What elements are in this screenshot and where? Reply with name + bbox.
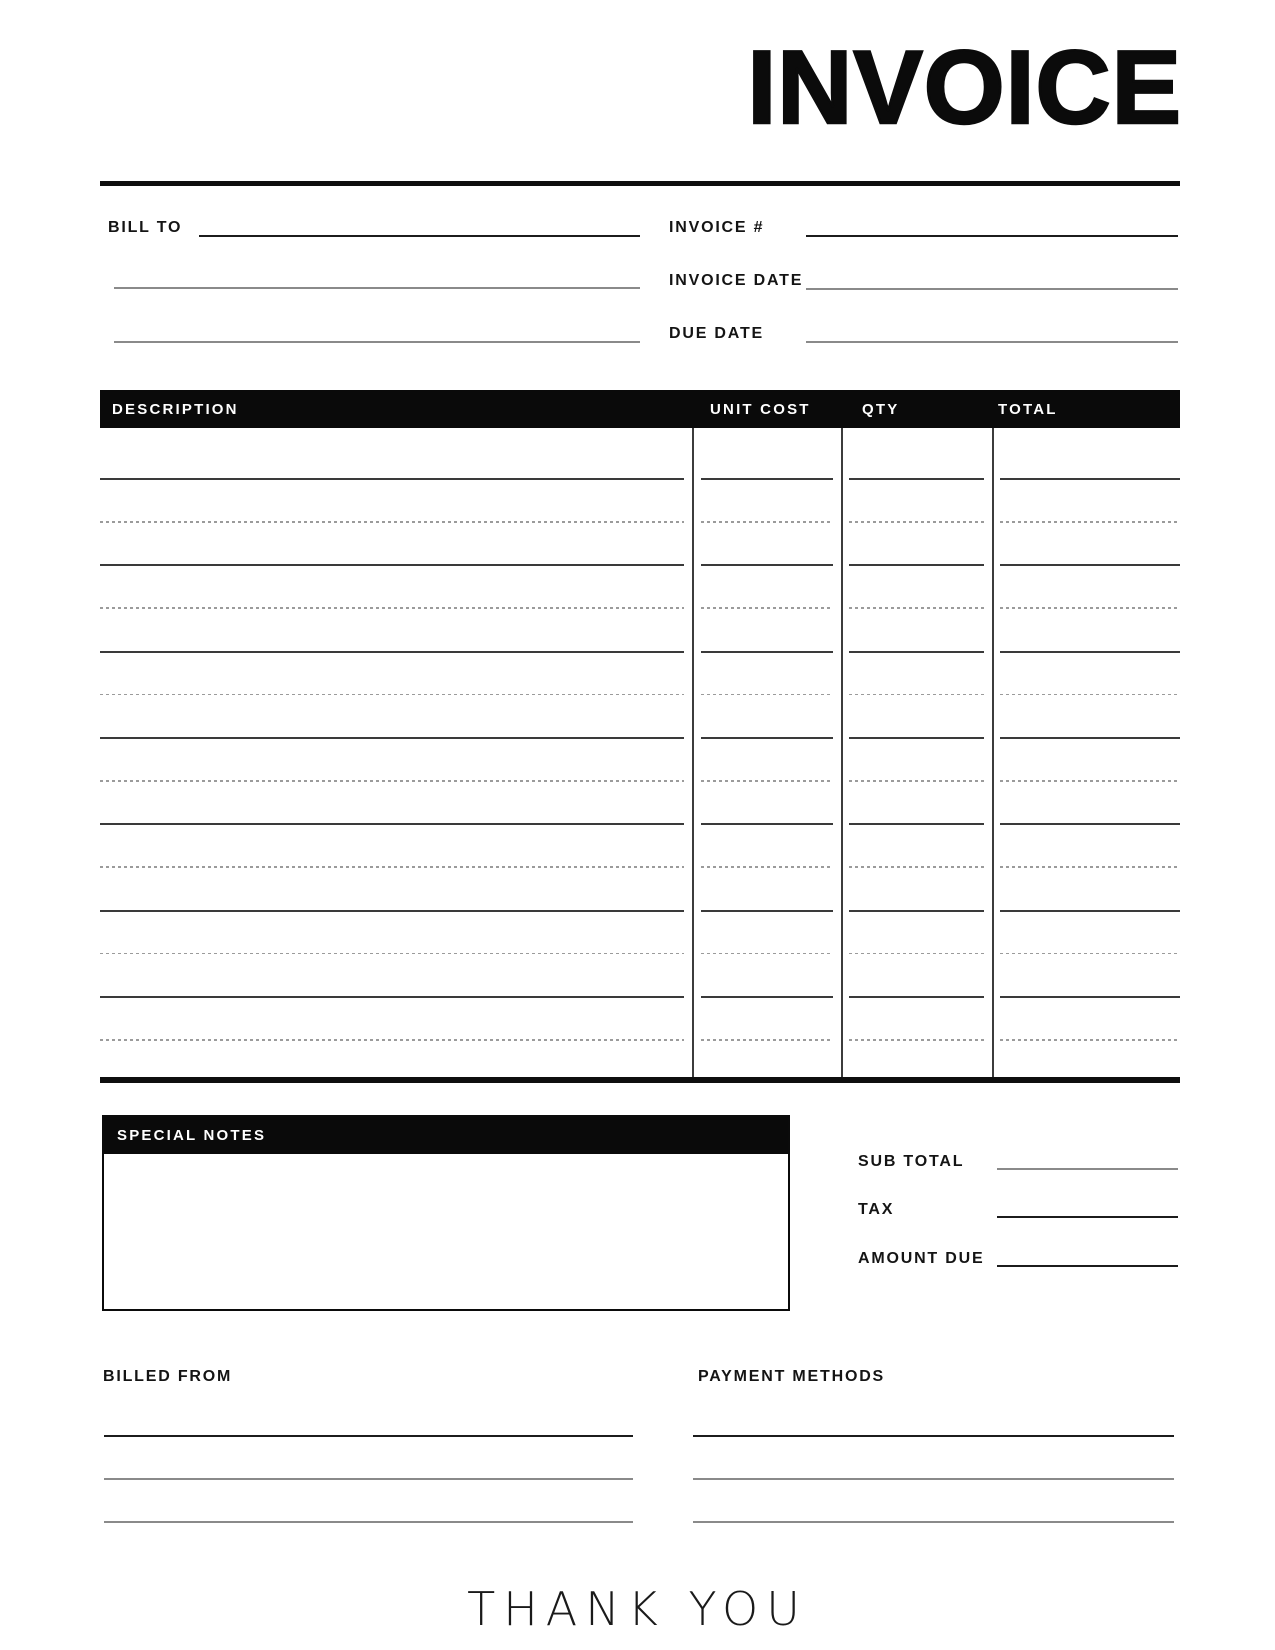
item-cell-line[interactable] [1000, 478, 1180, 480]
item-cell-line[interactable] [701, 521, 833, 523]
item-cell-line[interactable] [100, 866, 684, 868]
table-bottom-rule [100, 1077, 1180, 1083]
item-cell-line[interactable] [100, 1039, 684, 1041]
payment-methods-label: PAYMENT METHODS [698, 1368, 886, 1385]
item-cell-line[interactable] [849, 823, 984, 825]
amount-due-label: AMOUNT DUE [858, 1250, 985, 1267]
item-cell-line[interactable] [849, 1039, 984, 1041]
item-cell-line[interactable] [701, 651, 833, 653]
item-cell-line[interactable] [701, 1039, 833, 1041]
item-cell-line[interactable] [1000, 953, 1180, 955]
item-cell-line[interactable] [100, 996, 684, 998]
invoice-date-label: INVOICE DATE [669, 272, 804, 289]
item-cell-line[interactable] [849, 953, 984, 955]
item-cell-line[interactable] [1000, 823, 1180, 825]
item-cell-line[interactable] [100, 478, 684, 480]
column-header-qty: QTY [862, 401, 900, 418]
special-notes-area[interactable] [104, 1154, 788, 1309]
item-cell-line[interactable] [849, 780, 984, 782]
item-cell-line[interactable] [849, 996, 984, 998]
due-date-label: DUE DATE [669, 325, 764, 342]
item-cell-line[interactable] [849, 478, 984, 480]
item-row-line[interactable] [100, 823, 1180, 825]
tax-label: TAX [858, 1201, 895, 1218]
column-header-total: TOTAL [998, 401, 1058, 418]
billed-from-label: BILLED FROM [103, 1368, 233, 1385]
item-row-line[interactable] [100, 651, 1180, 653]
due-date-line[interactable] [806, 341, 1178, 343]
item-row-line[interactable] [100, 478, 1180, 480]
item-cell-line[interactable] [100, 823, 684, 825]
payment-methods-line-1[interactable] [693, 1435, 1174, 1437]
item-cell-line[interactable] [849, 737, 984, 739]
bill-to-label: BILL TO [108, 219, 183, 236]
item-row-line[interactable] [100, 910, 1180, 912]
item-row-line[interactable] [100, 1039, 1180, 1041]
item-cell-line[interactable] [1000, 1039, 1180, 1041]
item-cell-line[interactable] [701, 564, 833, 566]
tax-line[interactable] [997, 1216, 1178, 1218]
column-header-unit-cost: UNIT COST [710, 401, 811, 418]
item-row-line[interactable] [100, 996, 1180, 998]
item-row-line[interactable] [100, 737, 1180, 739]
column-divider [841, 428, 843, 1077]
item-cell-line[interactable] [1000, 866, 1180, 868]
item-row-line[interactable] [100, 866, 1180, 868]
bill-to-line-3[interactable] [114, 341, 640, 343]
column-divider [992, 428, 994, 1077]
item-cell-line[interactable] [701, 607, 833, 609]
item-cell-line[interactable] [100, 651, 684, 653]
sub-total-line[interactable] [997, 1168, 1178, 1170]
bill-to-line-1[interactable] [199, 235, 640, 237]
item-cell-line[interactable] [701, 910, 833, 912]
item-cell-line[interactable] [1000, 780, 1180, 782]
items-table-header [100, 390, 1180, 428]
item-cell-line[interactable] [1000, 694, 1180, 696]
item-cell-line[interactable] [849, 607, 984, 609]
item-cell-line[interactable] [100, 607, 684, 609]
item-row-line[interactable] [100, 564, 1180, 566]
item-cell-line[interactable] [849, 651, 984, 653]
bill-to-line-2[interactable] [114, 287, 640, 289]
item-row-line[interactable] [100, 694, 1180, 696]
item-cell-line[interactable] [1000, 607, 1180, 609]
invoice-number-label: INVOICE # [669, 219, 765, 236]
item-cell-line[interactable] [100, 564, 684, 566]
item-cell-line[interactable] [849, 521, 984, 523]
item-cell-line[interactable] [1000, 651, 1180, 653]
item-row-line[interactable] [100, 953, 1180, 955]
sub-total-label: SUB TOTAL [858, 1153, 965, 1170]
invoice-number-line[interactable] [806, 235, 1178, 237]
item-cell-line[interactable] [701, 996, 833, 998]
item-cell-line[interactable] [849, 866, 984, 868]
item-cell-line[interactable] [701, 866, 833, 868]
item-cell-line[interactable] [849, 910, 984, 912]
item-cell-line[interactable] [1000, 996, 1180, 998]
page-title: INVOICE [747, 30, 1182, 146]
item-cell-line[interactable] [701, 823, 833, 825]
item-cell-line[interactable] [1000, 737, 1180, 739]
item-cell-line[interactable] [100, 521, 684, 523]
item-cell-line[interactable] [701, 478, 833, 480]
item-cell-line[interactable] [1000, 521, 1180, 523]
item-row-line[interactable] [100, 607, 1180, 609]
special-notes-box [102, 1115, 790, 1311]
item-cell-line[interactable] [1000, 564, 1180, 566]
item-cell-line[interactable] [701, 737, 833, 739]
item-cell-line[interactable] [849, 694, 984, 696]
amount-due-line[interactable] [997, 1265, 1178, 1267]
item-cell-line[interactable] [1000, 910, 1180, 912]
item-cell-line[interactable] [701, 694, 833, 696]
item-cell-line[interactable] [100, 910, 684, 912]
column-header-description: DESCRIPTION [112, 401, 239, 418]
item-cell-line[interactable] [701, 780, 833, 782]
item-cell-line[interactable] [100, 953, 684, 955]
item-cell-line[interactable] [100, 737, 684, 739]
item-cell-line[interactable] [849, 564, 984, 566]
header-rule [100, 181, 1180, 186]
invoice-date-line[interactable] [806, 288, 1178, 290]
item-cell-line[interactable] [100, 780, 684, 782]
column-divider [692, 428, 694, 1077]
thank-you-message: THANK YOU [467, 1582, 808, 1636]
item-row-line[interactable] [100, 521, 1180, 523]
item-cell-line[interactable] [100, 694, 684, 696]
special-notes-header: SPECIAL NOTES [104, 1117, 788, 1154]
item-row-line[interactable] [100, 780, 1180, 782]
items-table-body [100, 428, 1180, 1077]
payment-methods-line-2[interactable] [693, 1478, 1174, 1480]
payment-methods-line-3[interactable] [693, 1521, 1174, 1523]
billed-from-line-1[interactable] [104, 1435, 633, 1437]
item-cell-line[interactable] [701, 953, 833, 955]
billed-from-line-3[interactable] [104, 1521, 633, 1523]
billed-from-line-2[interactable] [104, 1478, 633, 1480]
